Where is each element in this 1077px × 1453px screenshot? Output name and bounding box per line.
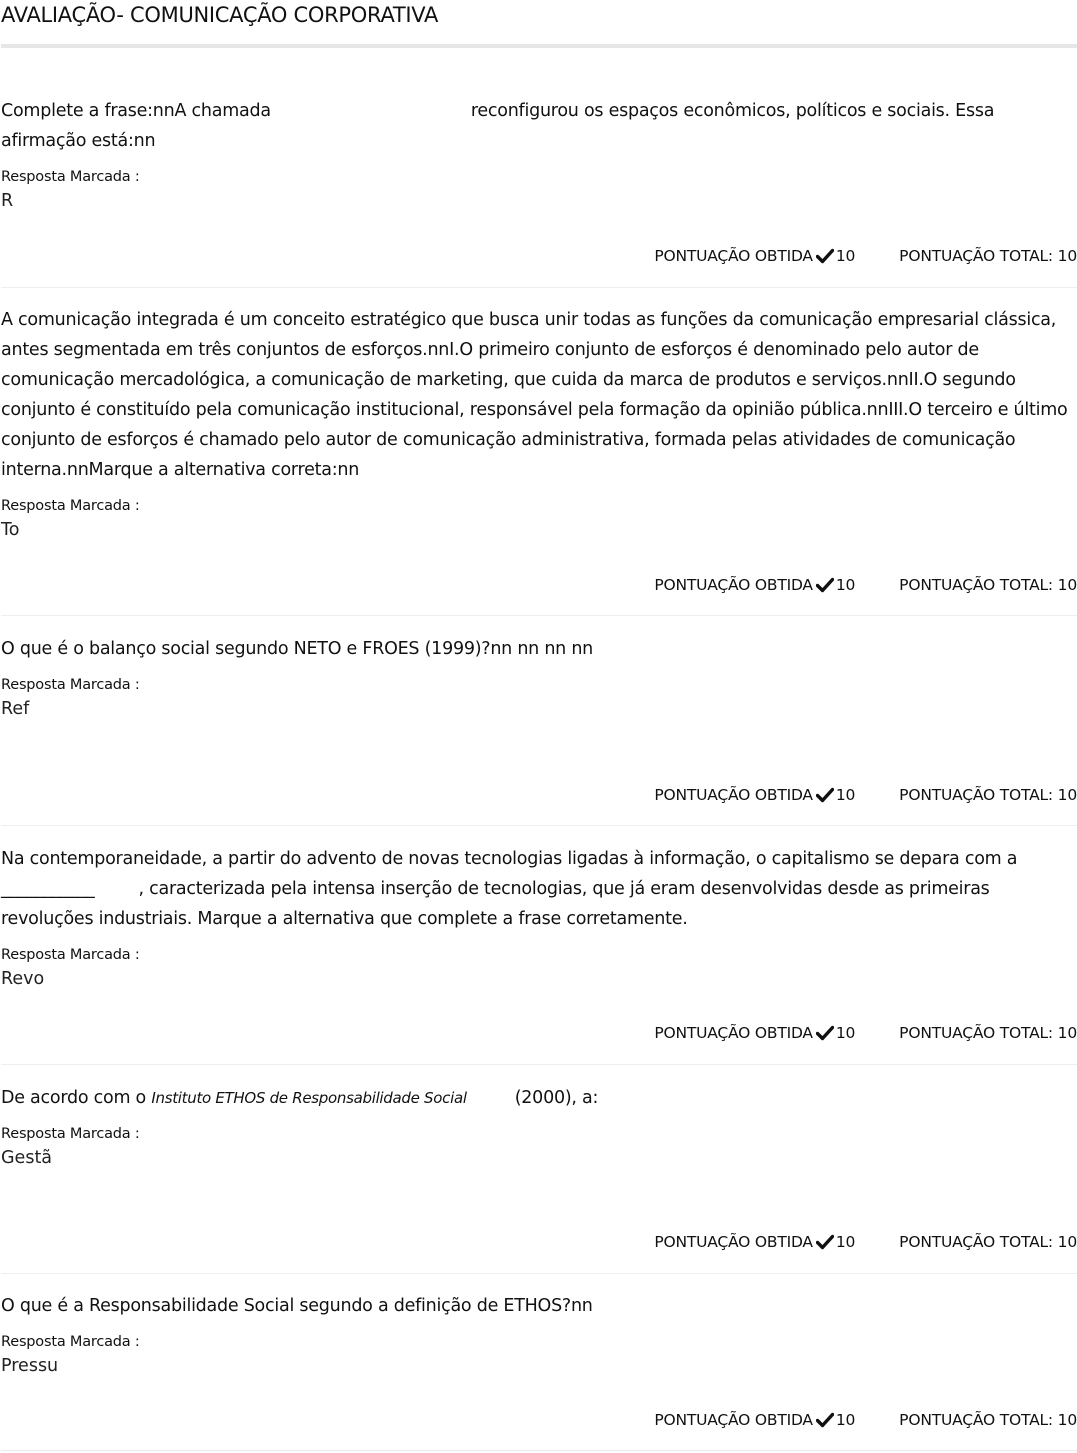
answer-value: Revo bbox=[1, 969, 45, 989]
question-divider bbox=[1, 287, 1077, 288]
question-divider bbox=[1, 1064, 1077, 1065]
score-obtained: PONTUAÇÃO OBTIDA 10 bbox=[654, 1024, 856, 1042]
question-text: Na contemporaneidade, a partir do advento de novas tecnologias ligadas à informação, o capitalismo se depara com a ___________ , caracterizada pela intensa inserção de tecnologias, que já eram desenvolvidas desde as primeiras revoluções industriais. Marque a alternativa que complete a frase corretamente. bbox=[1, 849, 1018, 929]
score-obtained: PONTUAÇÃO OBTIDA 10 bbox=[654, 1411, 856, 1429]
question-1 bbox=[1, 96, 1077, 212]
score-obtained: PONTUAÇÃO OBTIDA 10 bbox=[654, 247, 856, 265]
question-5 bbox=[1, 1083, 1077, 1169]
page-title: AVALIAÇÃO- COMUNICAÇÃO CORPORATIVA bbox=[1, 3, 439, 27]
score-total: PONTUAÇÃO TOTAL: 10 bbox=[899, 1233, 1077, 1251]
score-row bbox=[654, 784, 1077, 806]
question-italic-text: Instituto ETHOS de Responsabilidade Social bbox=[151, 1089, 467, 1107]
answer-label: Resposta Marcada : bbox=[1, 947, 140, 963]
score-obtained: PONTUAÇÃO OBTIDA 10 bbox=[654, 576, 856, 594]
question-divider bbox=[1, 825, 1077, 826]
check-icon bbox=[816, 1234, 834, 1250]
answer-label: Resposta Marcada : bbox=[1, 1334, 140, 1350]
question-divider bbox=[1, 1450, 1077, 1451]
score-row bbox=[654, 574, 1077, 596]
question-text: Complete a frase:nnA chamada reconfigurou os espaços econômicos, políticos e sociais. Essa afirmação está:nn bbox=[1, 101, 995, 151]
check-icon bbox=[816, 1412, 834, 1428]
check-icon bbox=[816, 1025, 834, 1041]
answer-label: Resposta Marcada : bbox=[1, 677, 140, 693]
question-text: A comunicação integrada é um conceito estratégico que busca unir todas as funções da comunicação empresarial clássica, antes segmentada em três conjuntos de esforços.nnI.O primeiro conjunto de esforços é denominado pelo autor de comunicação mercadológica, a comunicação de marketing, que cuida da marca de produtos e serviços.nnII.O segundo conjunto é constituído pela comunicação institucional, responsável pela formação da opinião pública.nnIII.O terceiro e último conjunto de esforços é chamado pelo autor de comunicação administrativa, formada pelas atividades de comunicação interna.nnMarque a alternativa correta:nn bbox=[1, 310, 1068, 480]
score-total: PONTUAÇÃO TOTAL: 10 bbox=[899, 786, 1077, 804]
question-2 bbox=[1, 305, 1077, 541]
score-total: PONTUAÇÃO TOTAL: 10 bbox=[899, 576, 1077, 594]
question-6 bbox=[1, 1291, 1077, 1377]
question-4 bbox=[1, 844, 1077, 990]
question-divider bbox=[1, 1273, 1077, 1274]
question-text: O que é o balanço social segundo NETO e FROES (1999)?nn nn nn nn bbox=[1, 639, 594, 659]
answer-value: To bbox=[1, 520, 20, 540]
check-icon bbox=[816, 577, 834, 593]
check-icon bbox=[816, 787, 834, 803]
score-total: PONTUAÇÃO TOTAL: 10 bbox=[899, 1024, 1077, 1042]
score-row bbox=[654, 1409, 1077, 1431]
question-divider bbox=[1, 615, 1077, 616]
score-row bbox=[654, 1022, 1077, 1044]
answer-label: Resposta Marcada : bbox=[1, 169, 140, 185]
score-total: PONTUAÇÃO TOTAL: 10 bbox=[899, 1411, 1077, 1429]
score-obtained: PONTUAÇÃO OBTIDA 10 bbox=[654, 1233, 856, 1251]
answer-value: R bbox=[1, 191, 14, 211]
answer-value: Ref bbox=[1, 699, 30, 719]
question-3 bbox=[1, 634, 1077, 720]
answer-label: Resposta Marcada : bbox=[1, 1126, 140, 1142]
title-divider bbox=[1, 44, 1077, 48]
score-obtained: PONTUAÇÃO OBTIDA 10 bbox=[654, 786, 856, 804]
answer-value: Pressu bbox=[1, 1356, 59, 1376]
score-total: PONTUAÇÃO TOTAL: 10 bbox=[899, 247, 1077, 265]
score-row bbox=[654, 245, 1077, 267]
answer-value: Gestã bbox=[1, 1148, 53, 1168]
check-icon bbox=[816, 248, 834, 264]
question-text: O que é a Responsabilidade Social segundo a definição de ETHOS?nn bbox=[1, 1296, 593, 1316]
score-row bbox=[654, 1231, 1077, 1253]
answer-label: Resposta Marcada : bbox=[1, 498, 140, 514]
question-text: De acordo com o Instituto ETHOS de Responsabilidade Social (2000), a: bbox=[1, 1088, 599, 1108]
